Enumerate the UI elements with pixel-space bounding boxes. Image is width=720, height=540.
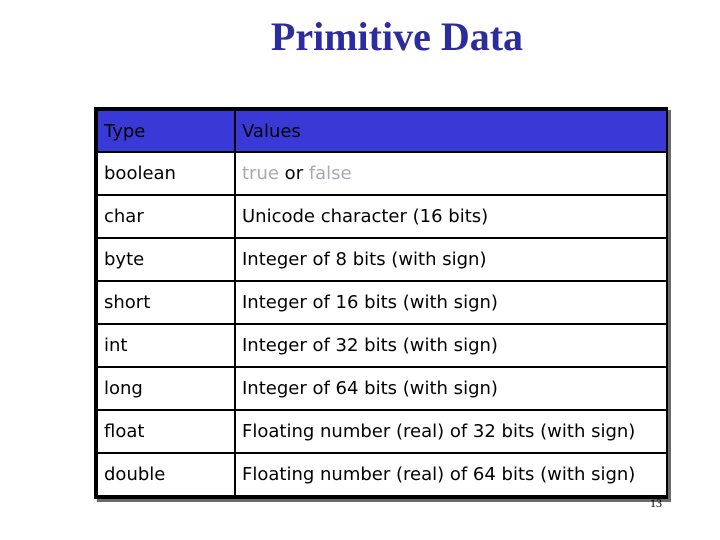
table-row	[97, 453, 667, 496]
value-cell	[235, 152, 667, 195]
table-row	[97, 281, 667, 324]
table-row	[97, 152, 667, 195]
value-cell: Floating number (real) of 32 bits (with sign)	[235, 410, 667, 453]
table-row	[97, 238, 667, 281]
value-cell: Floating number (real) of 64 bits (with sign)	[235, 453, 667, 496]
type-cell: byte	[97, 238, 235, 281]
data-table	[96, 109, 668, 497]
table-header-row	[97, 110, 667, 152]
type-cell: long	[97, 367, 235, 410]
slide-title: Primitive Data	[270, 14, 524, 59]
header-values: Values	[235, 110, 667, 152]
value-cell: Integer of 16 bits (with sign)	[235, 281, 667, 324]
type-cell: short	[97, 281, 235, 324]
value-cell: Unicode character (16 bits)	[235, 195, 667, 238]
table-row	[97, 195, 667, 238]
value-cell: Integer of 8 bits (with sign)	[235, 238, 667, 281]
type-cell: int	[97, 324, 235, 367]
table-row	[97, 324, 667, 367]
keyword-true: true	[242, 163, 279, 184]
value-cell: Integer of 32 bits (with sign)	[235, 324, 667, 367]
type-cell: float	[97, 410, 235, 453]
type-cell: boolean	[97, 152, 235, 195]
primitive-types-table	[94, 107, 668, 499]
type-cell: double	[97, 453, 235, 496]
table-row	[97, 367, 667, 410]
type-cell: char	[97, 195, 235, 238]
header-type: Type	[97, 110, 235, 152]
value-or-text: or	[278, 163, 309, 184]
table-row	[97, 410, 667, 453]
value-cell: Integer of 64 bits (with sign)	[235, 367, 667, 410]
page-number: 13	[650, 496, 662, 510]
keyword-false: false	[308, 163, 352, 184]
